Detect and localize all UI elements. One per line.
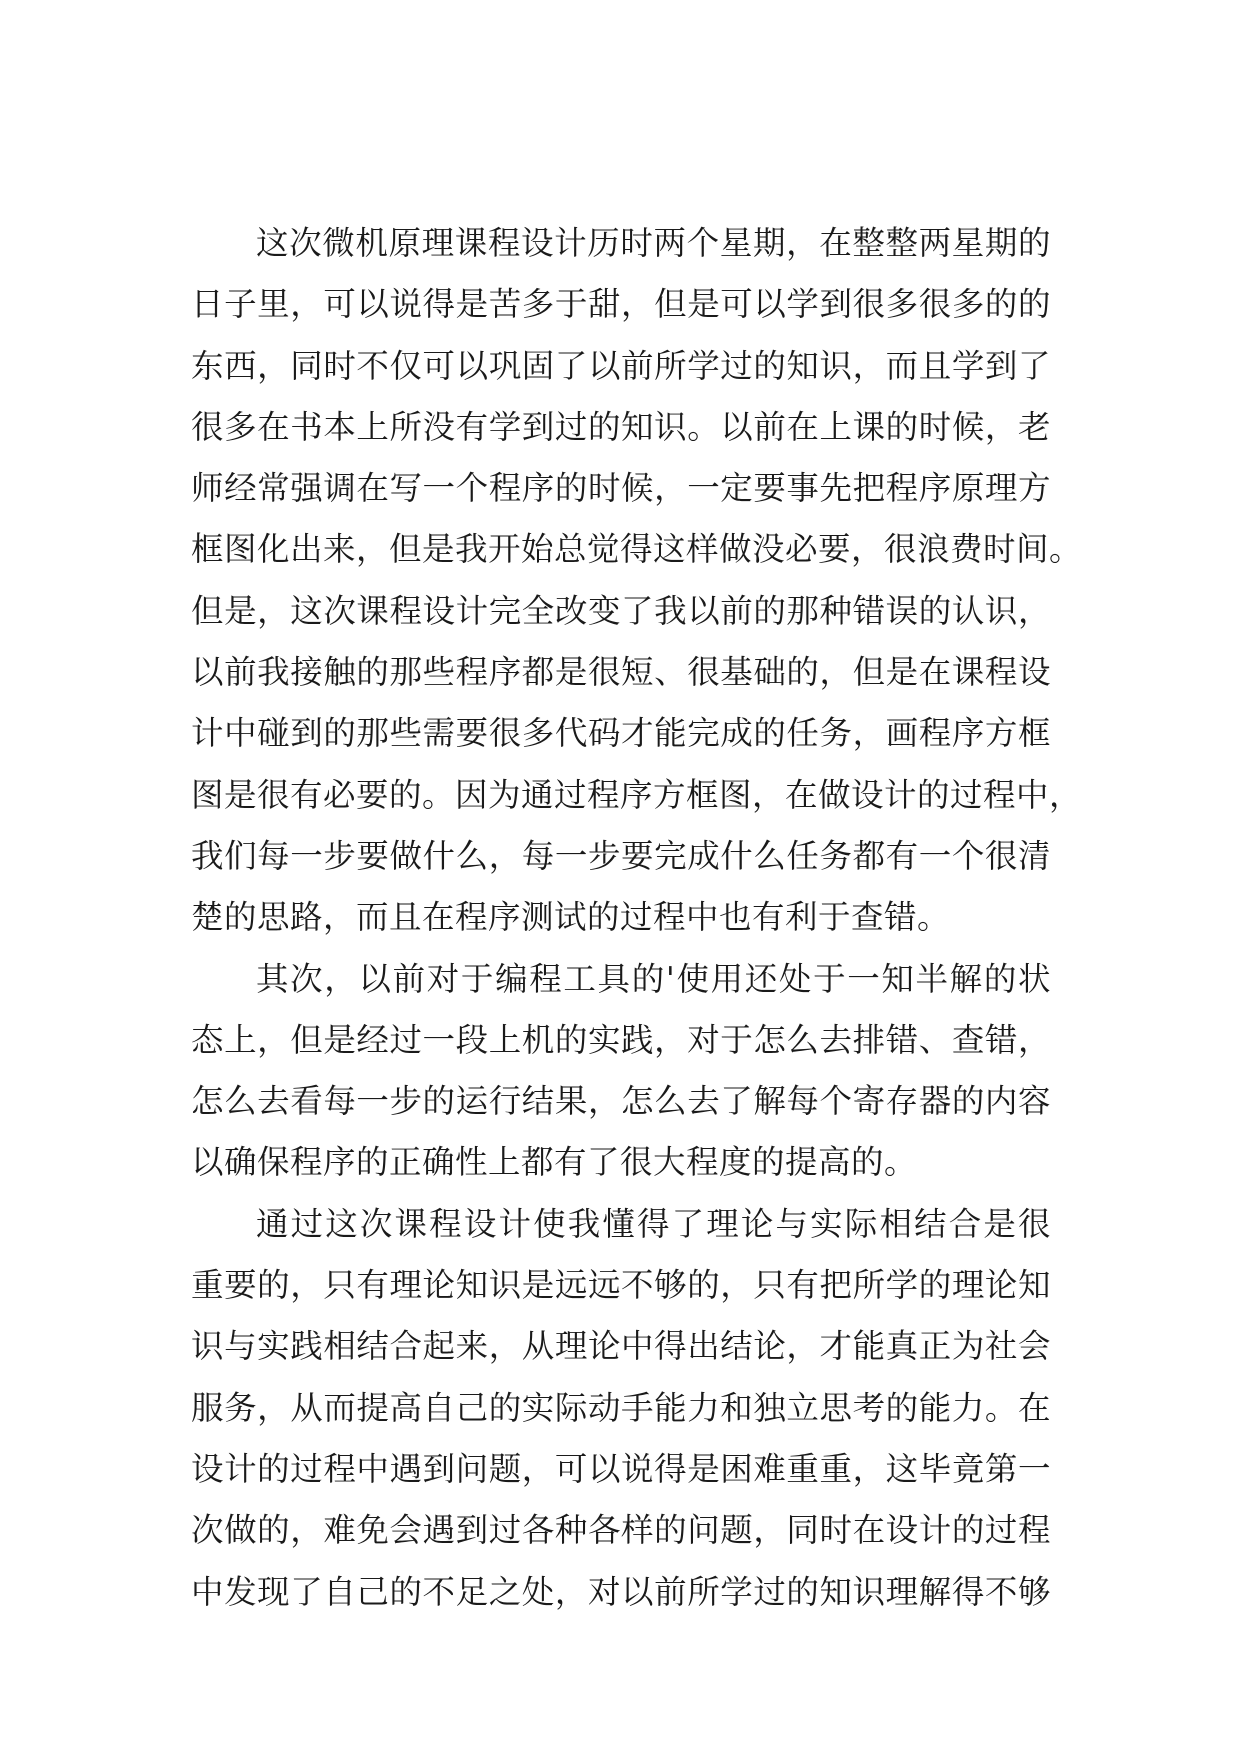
text-line: 通过这次课程设计使我懂得了理论与实际相结合是很 [256,1204,1051,1243]
text-line: 次做的，难免会遇到过各种各样的问题，同时在设计的过程 [191,1511,1051,1550]
text-line: 很多在书本上所没有学到过的知识。以前在上课的时候，老 [191,407,1051,446]
text-line: 识与实践相结合起来，从理论中得出结论，才能真正为社会 [191,1327,1051,1366]
text-line: 楚的思路，而且在程序测试的过程中也有利于查错。 [191,898,951,937]
text-line: 设计的过程中遇到问题，可以说得是困难重重，这毕竟第一 [191,1449,1051,1488]
text-line: 其次，以前对于编程工具的'使用还处于一知半解的状 [256,959,1051,998]
text-line: 师经常强调在写一个程序的时候，一定要事先把程序原理方 [191,469,1051,508]
text-line: 以确保程序的正确性上都有了很大程度的提高的。 [191,1143,918,1182]
text-line: 服务，从而提高自己的实际动手能力和独立思考的能力。在 [191,1388,1051,1427]
paragraph-3 [191,1194,1051,1623]
body-text [191,213,1083,1623]
text-line: 东西，同时不仅可以巩固了以前所学过的知识，而且学到了 [191,346,1051,385]
paragraph-1 [191,213,1083,949]
text-line: 怎么去看每一步的运行结果，怎么去了解每个寄存器的内容 [191,1082,1051,1121]
text-line: 但是，这次课程设计完全改变了我以前的那种错误的认识， [191,591,1051,630]
paragraph-2 [191,949,1051,1194]
text-line: 中发现了自己的不足之处，对以前所学过的知识理解得不够 [191,1572,1051,1611]
text-line: 以前我接触的那些程序都是很短、很基础的，但是在课程设 [191,653,1051,692]
text-line: 这次微机原理课程设计历时两个星期，在整整两星期的 [256,224,1051,262]
text-line: 图是很有必要的。因为通过程序方框图，在做设计的过程中， [191,775,1083,814]
text-line: 日子里，可以说得是苦多于甜，但是可以学到很多很多的的 [191,285,1051,324]
text-line: 计中碰到的那些需要很多代码才能完成的任务，画程序方框 [191,714,1051,753]
text-line: 重要的，只有理论知识是远远不够的，只有把所学的理论知 [191,1266,1051,1305]
text-line: 我们每一步要做什么，每一步要完成什么任务都有一个很清 [191,836,1051,875]
text-line: 框图化出来，但是我开始总觉得这样做没必要，很浪费时间。 [191,530,1083,569]
text-line: 态上，但是经过一段上机的实践，对于怎么去排错、查错， [191,1020,1051,1059]
